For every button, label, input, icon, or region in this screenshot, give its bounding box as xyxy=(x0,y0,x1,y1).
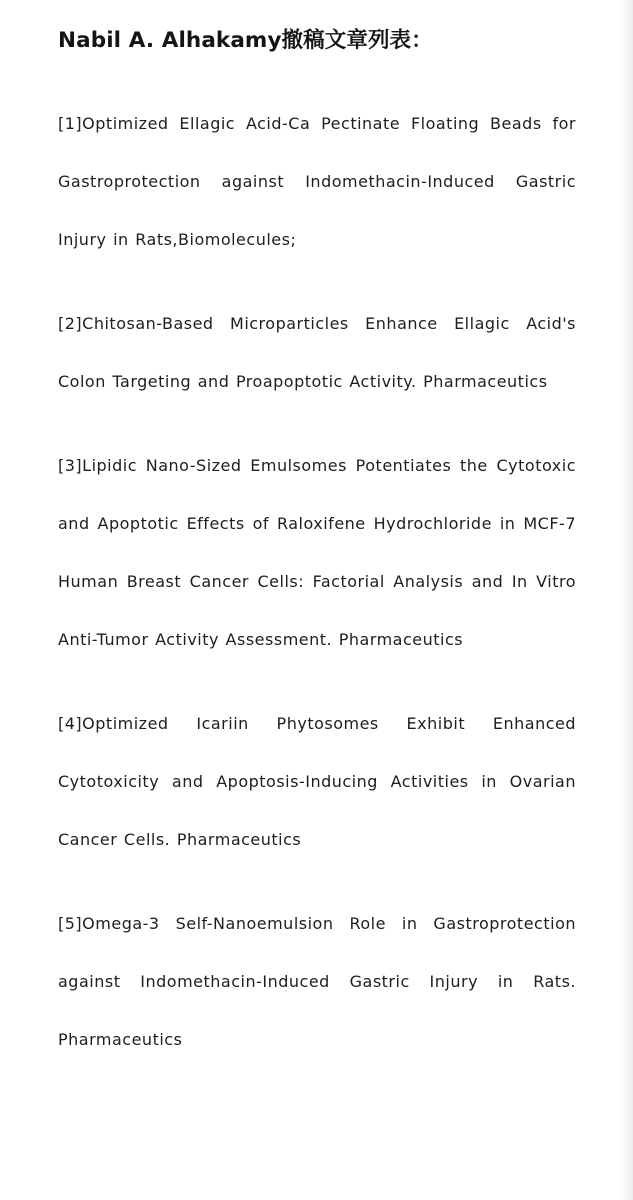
reference-item-1: [1]Optimized Ellagic Acid-Ca Pectinate Floating Beads for Gastroprotection against Indomethacin-Induced Gastric Injury in Rats,Biomolecules; xyxy=(58,114,576,249)
page-title: Nabil A. Alhakamy撤稿文章列表： xyxy=(58,28,433,53)
reference-item-3: [3]Lipidic Nano-Sized Emulsomes Potentiates the Cytotoxic and Apoptotic Effects of Raloxifene Hydrochloride in MCF-7 Human Breast Cancer Cells: Factorial Analysis and In Vitro Anti-Tumor Activity Assessment. Pharmaceutics xyxy=(58,456,576,649)
reference-item-5: [5]Omega-3 Self-Nanoemulsion Role in Gastroprotection against Indomethacin-Induced Gastric Injury in Rats. Pharmaceutics xyxy=(58,914,576,1049)
page-edge-shadow xyxy=(621,0,633,1200)
reference-item-4: [4]Optimized Icariin Phytosomes Exhibit Enhanced Cytotoxicity and Apoptosis-Inducing Activities in Ovarian Cancer Cells. Pharmaceutics xyxy=(58,714,576,849)
reference-item-2: [2]Chitosan-Based Microparticles Enhance Ellagic Acid's Colon Targeting and Proapoptotic Activity. Pharmaceutics xyxy=(58,314,576,391)
article-body xyxy=(58,22,576,1069)
reference-list xyxy=(58,95,576,1069)
